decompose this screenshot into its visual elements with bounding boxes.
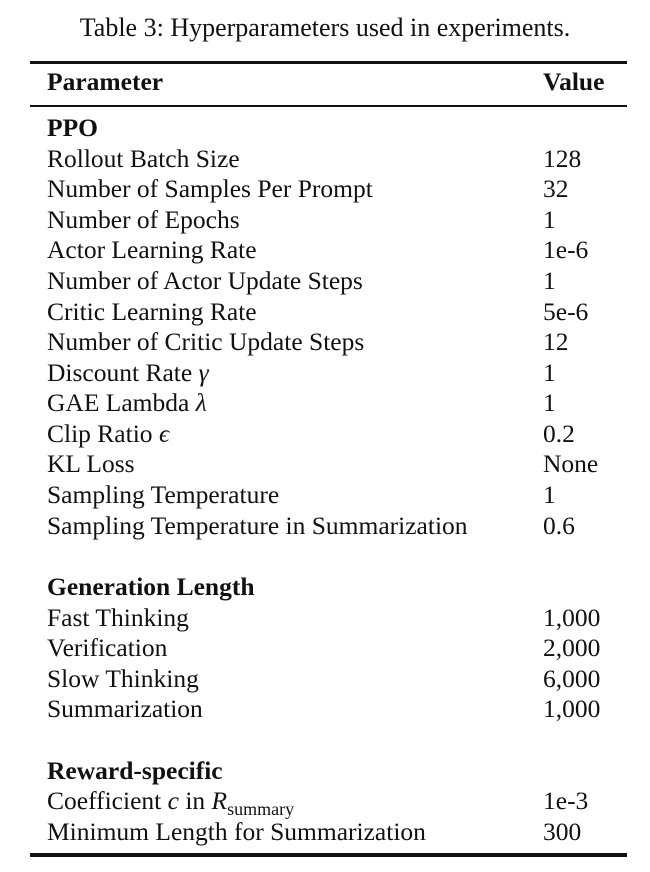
table-row (47, 786, 617, 819)
param-connector: in (185, 786, 206, 815)
table-row (47, 266, 617, 296)
table-row (47, 664, 617, 694)
table-row (47, 174, 617, 204)
table-row (47, 511, 617, 541)
table-row (47, 205, 617, 235)
top-rule (30, 61, 627, 64)
param-name-with-symbol (47, 358, 209, 388)
param-name: Number of Samples Per Prompt (47, 174, 373, 203)
bottom-rule (30, 853, 627, 857)
param-value: 1,000 (543, 603, 601, 632)
math-symbol: c (167, 786, 179, 815)
section-title-ppo (47, 113, 617, 143)
param-name-with-symbol (47, 388, 207, 418)
table-row (47, 388, 617, 418)
param-name: Verification (47, 633, 168, 662)
section-title: PPO (47, 113, 98, 142)
param-name: Actor Learning Rate (47, 235, 257, 264)
table-caption: Table 3: Hyperparameters used in experiments. (79, 13, 571, 42)
param-value: 1e-6 (543, 235, 589, 264)
table-row (47, 358, 617, 388)
param-name: Summarization (47, 694, 203, 723)
param-name: Sampling Temperature (47, 480, 280, 509)
param-name: Clip Ratio (47, 419, 153, 448)
param-value: 1 (543, 205, 556, 234)
param-name-with-formula (47, 786, 294, 818)
param-name: Discount Rate (47, 358, 193, 387)
table-row (47, 694, 617, 724)
param-value: 1 (543, 266, 556, 295)
table-row (47, 144, 617, 174)
param-name: Rollout Batch Size (47, 144, 240, 173)
table-row (47, 817, 617, 847)
param-value: 6,000 (543, 664, 601, 693)
param-name: Number of Epochs (47, 205, 240, 234)
table-row (47, 633, 617, 663)
param-name: Minimum Length for Summarization (47, 817, 426, 846)
param-name: Slow Thinking (47, 664, 199, 693)
param-value: 5e-6 (543, 297, 589, 326)
param-value: 2,000 (543, 633, 601, 662)
table-header (47, 67, 617, 97)
param-name: Coefficient (47, 786, 162, 815)
parameter-column-header: Parameter (47, 67, 164, 96)
table-row (47, 235, 617, 265)
param-value: 1e-3 (543, 786, 589, 815)
param-value: 32 (543, 174, 569, 203)
table-row (47, 327, 617, 357)
math-subscript: summary (227, 799, 295, 819)
math-symbol: λ (195, 388, 207, 417)
param-name: Fast Thinking (47, 603, 189, 632)
param-name: GAE Lambda (47, 388, 190, 417)
param-value: 12 (543, 327, 569, 356)
math-symbol: ϵ (158, 419, 170, 448)
table-row (47, 449, 617, 479)
table-row (47, 419, 617, 449)
math-symbol: γ (198, 358, 209, 387)
param-value: 0.2 (543, 419, 575, 448)
param-name: Number of Actor Update Steps (47, 266, 363, 295)
param-value: 128 (543, 144, 582, 173)
param-name-with-symbol (47, 419, 169, 449)
param-value: 1 (543, 480, 556, 509)
param-name: KL Loss (47, 449, 135, 478)
section-title: Generation Length (47, 572, 255, 601)
param-value: 1 (543, 388, 556, 417)
param-name: Sampling Temperature in Summarization (47, 511, 468, 540)
math-symbol: R (211, 786, 228, 815)
table-row (47, 297, 617, 327)
table-row (47, 480, 617, 510)
header-rule (30, 105, 627, 107)
value-column-header: Value (543, 67, 605, 96)
param-name: Number of Critic Update Steps (47, 327, 365, 356)
section-title-generation-length (47, 572, 617, 602)
section-title-reward-specific (47, 756, 617, 786)
section-title: Reward-specific (47, 756, 223, 785)
param-value: 1 (543, 358, 556, 387)
param-value: None (543, 449, 599, 478)
param-value: 300 (543, 817, 582, 846)
param-value: 0.6 (543, 511, 575, 540)
table-row (47, 603, 617, 633)
param-value: 1,000 (543, 694, 601, 723)
param-name: Critic Learning Rate (47, 297, 257, 326)
